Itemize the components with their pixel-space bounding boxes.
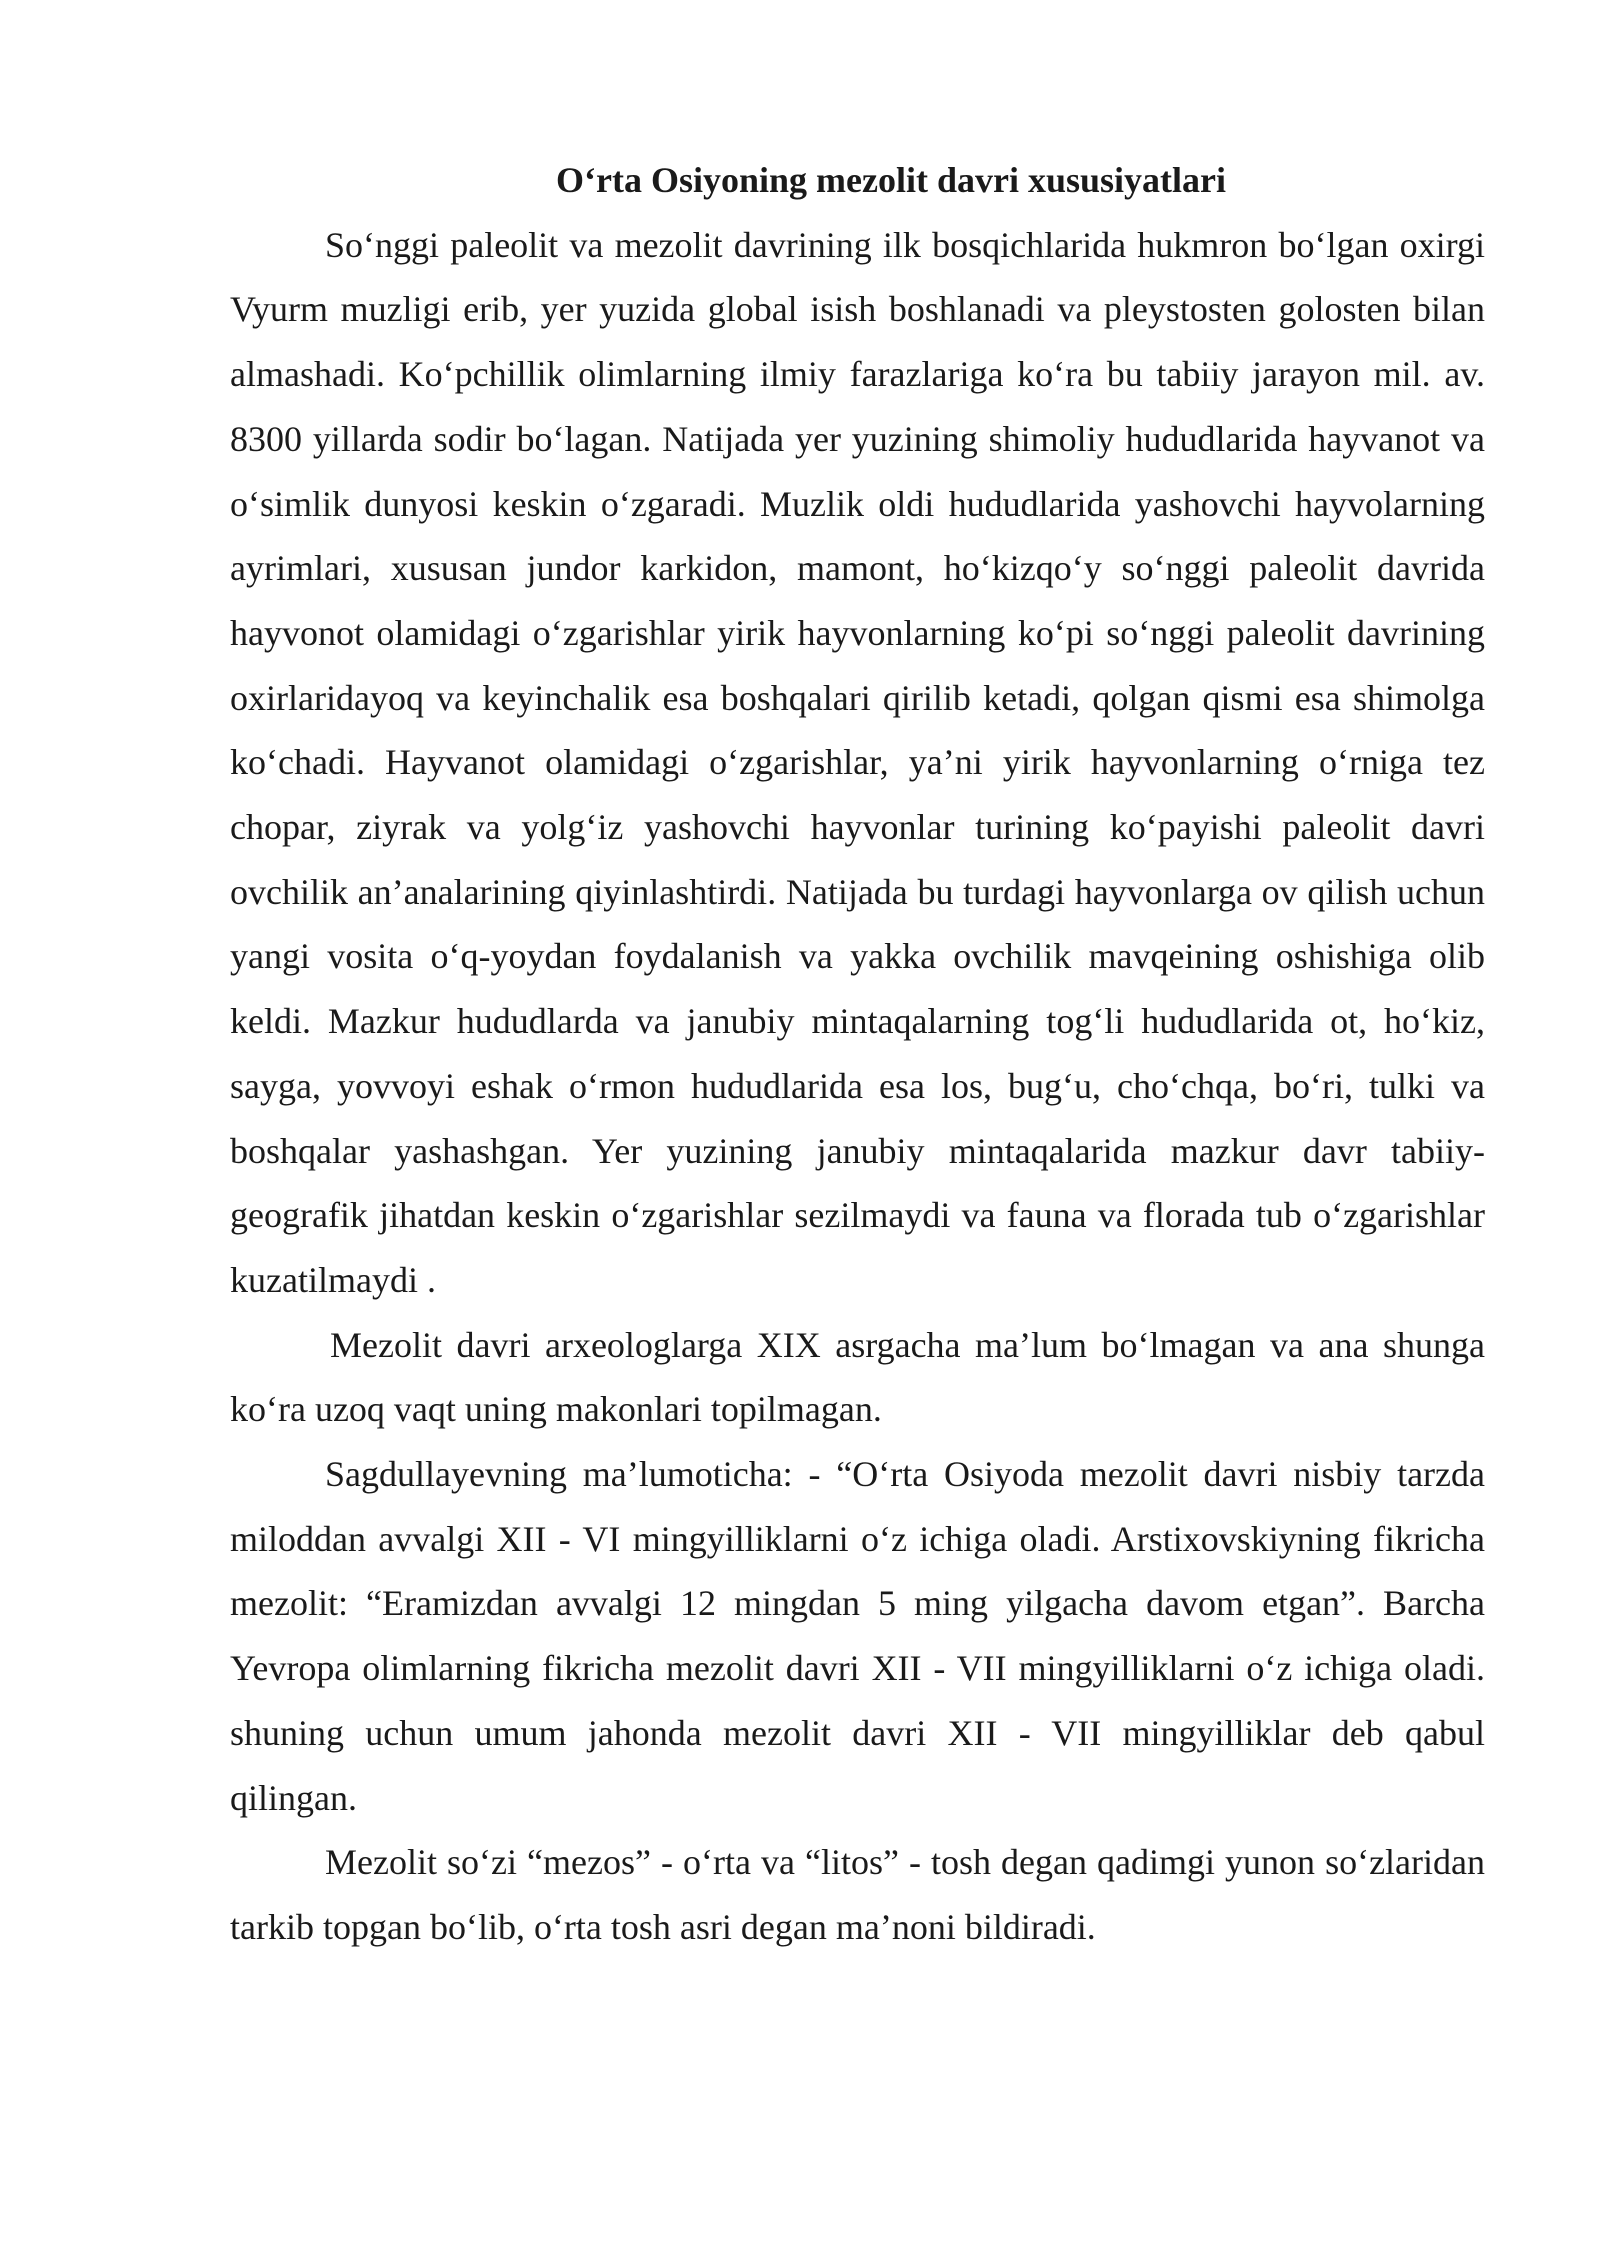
paragraph-mezolit-discovery: Mezolit davri arxeologlarga XIX asrgacha ma’lum bo‘lmagan va ana shunga ko‘ra uzoq vaqt uning makonlari topilmagan. <box>230 1324 1485 1430</box>
paragraph-mezolit-etymology: Mezolit so‘zi “mezos” - o‘rta va “litos” - tosh degan qadimgi yunon so‘zlaridan tarkib topgan bo‘lib, o‘rta tosh asri degan ma’noni bildiradi. <box>230 1842 1485 1947</box>
paragraph-climate-change: So‘nggi paleolit va mezolit davrining ilk bosqichlarida hukmron bo‘lgan oxirgi Vyurm muzligi erib, yer yuzida global isish boshlanadi va pleystosten golosten bilan almashadi. Ko‘pchillik olimlarning ilmiy farazlariga ko‘ra bu tabiiy jarayon mil. av. 8300 yillarda sodir bo‘lagan. Natijada yer yuzining shimoliy hududlarida hayvanot va o‘simlik dunyosi keskin o‘zgaradi. Muzlik oldi hududlarida yashovchi hayvolarning ayrimlari, xususan jundor karkidon, mamont, ho‘kizqo‘y so‘nggi paleolit davrida hayvonot olamidagi o‘zgarishlar yirik hayvonlarning ko‘pi so‘nggi paleolit davrining oxirlaridayoq va keyinchalik esa boshqalari qirilib ketadi, qolgan qismi esa shimolga ko‘chadi. Hayvanot olamidagi o‘zgarishlar, ya’ni yirik hayvonlarning o‘rniga tez chopar, ziyrak va yolg‘iz yashovchi hayvonlar turining ko‘payishi paleolit davri ovchilik an’analarining qiyinlashtirdi. Natijada bu turdagi hayvonlarga ov qilish uchun yangi vosita o‘q-yoydan foydalanish va yakka ovchilik mavqeining oshishiga olib keldi. Mazkur hududlarda va janubiy mintaqalarning tog‘li hududlarida ot, ho‘kiz, sayga, yovvoyi eshak o‘rmon hududlarida esa los, bug‘u, cho‘chqa, bo‘ri, tulki va boshqalar yashashgan. Yer yuzining janubiy mintaqalarida mazkur davr tabiiy-geografik jihatdan keskin o‘zgarishlar sezilmaydi va fauna va florada tub o‘zgarishlar kuzatilmaydi . <box>230 224 1485 1300</box>
paragraph-mezolit-dating: Sagdullayevning ma’lumoticha: - “O‘rta Osiyoda mezolit davri nisbiy tarzda miloddan avvalgi XII - VI mingyilliklarni o‘z ichiga oladi. Arstixovskiyning fikricha mezolit: “Eramizdan avvalgi 12 mingdan 5 ming yilgacha davom etgan”. Barcha Yevropa olimlarning fikricha mezolit davri XII - VII mingyilliklarni o‘z ichiga oladi. shuning uchun umum jahonda mezolit davri XII - VII mingyilliklar deb qabul qilingan. <box>230 1454 1485 1818</box>
document-title: O‘rta Osiyoning mezolit davri xususiyatlari <box>556 160 1226 200</box>
document-page <box>230 148 1485 1960</box>
